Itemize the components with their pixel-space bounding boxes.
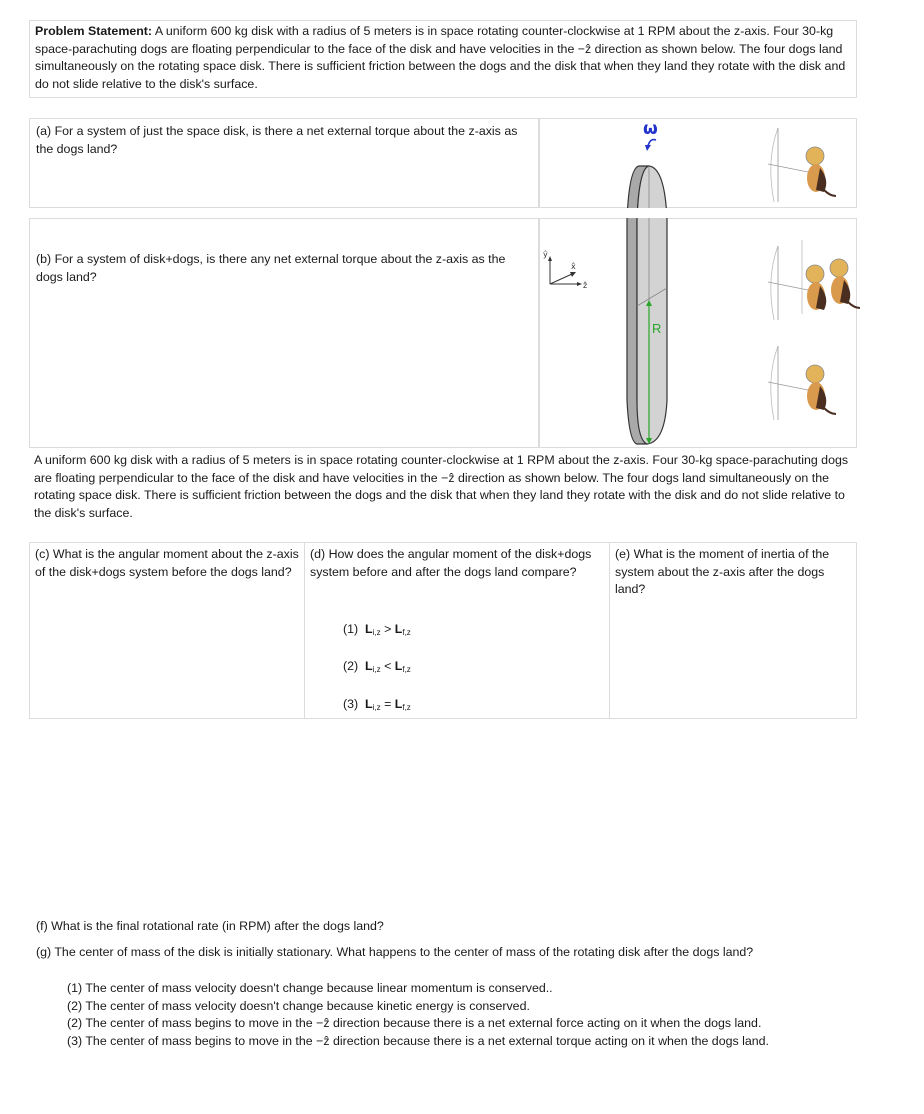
dog-with-parachute <box>768 346 836 420</box>
g-option-3[interactable]: (2) The center of mass begins to move in the −ẑ direction because there is a net external force acting on it when the dogs land. <box>67 1016 762 1031</box>
questions-cde-table <box>29 542 857 719</box>
question-g: (g) The center of mass of the disk is initially stationary. What happens to the center of mass of the rotating disk after the dogs land? <box>36 945 754 959</box>
g-options-list <box>67 980 769 1050</box>
d-option-3[interactable]: (3) Li,z = Lf,z <box>343 697 411 712</box>
problem-text: A uniform 600 kg disk with a radius of 5 meters is in space rotating counter-clockwise at 1 RPM about the z-axis. Four 30-kg space-parachuting dogs are floating perpendicular to the face of the disk and have velocities in the −ẑ direction as shown below. The four dogs land simultaneously on the rotating space disk. There is sufficient friction between the dogs and the disk that when they land they rotate with the disk and do not slide relative to the disk's surface. <box>35 24 846 91</box>
question-f: (f) What is the final rotational rate (in RPM) after the dogs land? <box>36 919 384 933</box>
question-c: (c) What is the angular moment about the z-axis of the disk+dogs system before the dogs land? <box>35 547 299 579</box>
axes-diagram <box>540 248 600 298</box>
problem-label: Problem Statement: <box>35 24 153 38</box>
question-e-cell <box>610 543 856 718</box>
y-axis-arrow <box>548 256 552 261</box>
dogs-figure <box>760 120 870 430</box>
dog-with-parachute <box>768 246 826 320</box>
question-e: (e) What is the moment of inertia of the system about the z-axis after the dogs land? <box>615 547 830 597</box>
restatement-text: A uniform 600 kg disk with a radius of 5 meters is in space rotating counter-clockwise at 1 RPM about the z-axis. Four 30-kg space-parachuting dogs are floating perpendicular to the face of the disk and have velocities in the −ẑ direction as shown below. The four dogs land simultaneously on the rotating space disk. There is sufficient friction between the dogs and the disk that when they land they rotate with the disk and do not slide relative to the disk's surface. <box>34 453 849 520</box>
radius-label: R <box>652 321 662 336</box>
z-axis-arrow <box>577 282 582 286</box>
question-c-cell <box>30 543 305 718</box>
g-option-4[interactable]: (3) The center of mass begins to move in the −ẑ direction because there is a net external torque acting on it when the dogs land. <box>67 1033 769 1048</box>
y-axis-label: ŷ <box>543 250 548 259</box>
g-option-2[interactable]: (2) The center of mass velocity doesn't change because kinetic energy is conserved. <box>67 998 530 1013</box>
question-a-cell <box>29 118 539 208</box>
x-axis-label: x̂ <box>571 262 576 271</box>
question-d: (d) How does the angular moment of the disk+dogs system before and after the dogs land compare? <box>310 547 592 579</box>
d-option-1[interactable]: (1) Li,z > Lf,z <box>343 622 411 637</box>
omega-symbol: ω <box>643 119 658 139</box>
z-axis-label: ẑ <box>583 281 588 290</box>
question-d-cell <box>305 543 610 718</box>
question-b: (b) For a system of disk+dogs, is there any net external torque about the z-axis as the dogs land? <box>36 252 506 284</box>
question-b-cell <box>29 218 539 448</box>
g-option-1[interactable]: (1) The center of mass velocity doesn't change because linear momentum is conserved.. <box>67 981 553 995</box>
d-option-2[interactable]: (2) Li,z < Lf,z <box>343 659 411 674</box>
problem-statement <box>29 20 857 98</box>
omega-indicator <box>640 118 670 158</box>
disk-figure <box>625 160 675 452</box>
question-a: (a) For a system of just the space disk, is there a net external torque about the z-axis as the dogs land? <box>36 124 518 156</box>
dog-with-parachute <box>768 128 836 202</box>
x-axis-line <box>550 274 572 284</box>
